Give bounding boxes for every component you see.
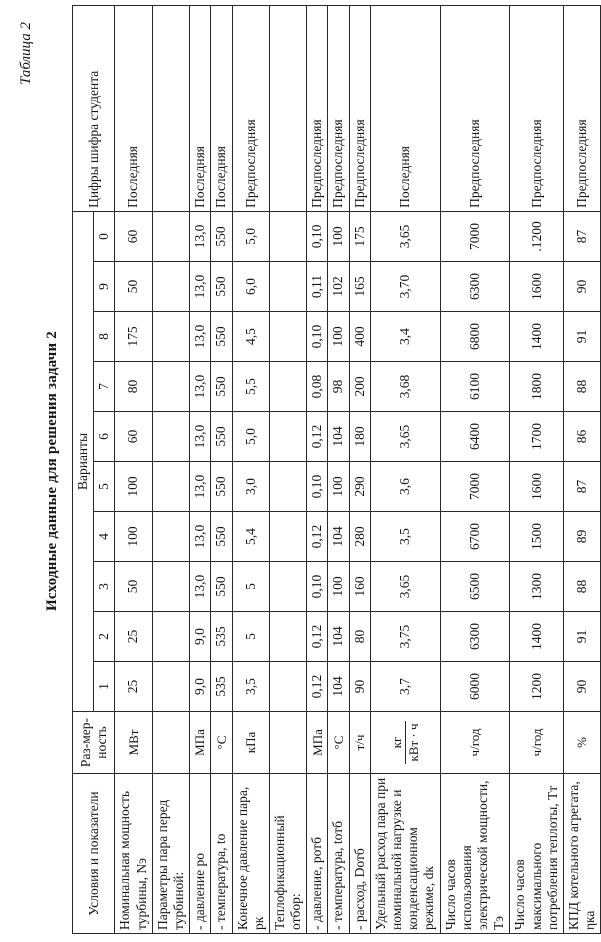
- row-value-variant: 13,0: [190, 312, 211, 362]
- row-value-variant: 6300: [440, 262, 510, 312]
- row-value-variant: 550: [211, 412, 232, 462]
- table-row: [115, 5, 152, 933]
- row-value-variant: 3,65: [370, 562, 440, 612]
- row-value-variant: 3,65: [370, 412, 440, 462]
- row-value-variant: 100: [115, 462, 152, 512]
- row-condition-label: Параметры пара перед турбиной:: [152, 774, 189, 934]
- table-row: [440, 5, 510, 933]
- row-value-variant: 100: [328, 211, 349, 261]
- row-value-variant: 0,10: [307, 211, 328, 261]
- variant-number-header: 8: [94, 312, 115, 362]
- row-value-variant: 5: [232, 612, 269, 662]
- header-variants: Варианты: [73, 211, 94, 711]
- row-value-variant: 86: [563, 412, 600, 462]
- row-value-variant: [269, 211, 306, 261]
- row-digit: Предпоследняя: [563, 5, 600, 211]
- row-value-variant: 175: [115, 312, 152, 362]
- row-value-variant: 180: [349, 412, 370, 462]
- row-value-variant: 1800: [510, 362, 564, 412]
- row-digit: [269, 5, 306, 211]
- table-row: [232, 5, 269, 933]
- row-value-variant: 175: [349, 211, 370, 261]
- row-unit: [370, 712, 440, 774]
- table-row: [269, 5, 306, 933]
- row-value-variant: 60: [115, 412, 152, 462]
- row-value-variant: 6500: [440, 562, 510, 612]
- row-value-variant: 9,0: [190, 662, 211, 712]
- row-value-variant: 3,75: [370, 612, 440, 662]
- row-value-variant: [152, 612, 189, 662]
- row-value-variant: 0,10: [307, 462, 328, 512]
- row-value-variant: .1200: [510, 211, 564, 261]
- variant-number-header: 4: [94, 512, 115, 562]
- row-value-variant: 13,0: [190, 412, 211, 462]
- row-value-variant: 25: [115, 612, 152, 662]
- unit-denominator: кВт · ч: [405, 723, 421, 762]
- row-value-variant: 6400: [440, 412, 510, 462]
- row-value-variant: [152, 312, 189, 362]
- row-value-variant: 13,0: [190, 211, 211, 261]
- row-value-variant: [269, 312, 306, 362]
- row-value-variant: 0,12: [307, 662, 328, 712]
- variant-number-header: 3: [94, 562, 115, 612]
- row-digit: Предпоследняя: [307, 5, 328, 211]
- variant-number-header: 6: [94, 412, 115, 462]
- row-value-variant: 102: [328, 262, 349, 312]
- row-digit: Последняя: [115, 5, 152, 211]
- row-value-variant: 550: [211, 262, 232, 312]
- row-value-variant: 535: [211, 612, 232, 662]
- row-unit: [152, 712, 189, 774]
- row-condition-label: КПД котельного агрегата, ηка: [563, 774, 600, 934]
- header-conditions: Условия и показатели: [73, 774, 115, 934]
- table-caption: Таблица 2: [18, 22, 34, 85]
- row-value-variant: 1600: [510, 262, 564, 312]
- row-value-variant: 90: [349, 662, 370, 712]
- table-row: [328, 5, 349, 933]
- row-value-variant: 5,0: [232, 211, 269, 261]
- row-digit: Последняя: [190, 5, 211, 211]
- row-digit: Предпоследняя: [440, 5, 510, 211]
- row-value-variant: [152, 562, 189, 612]
- row-value-variant: 0,11: [307, 262, 328, 312]
- table-body: [115, 5, 601, 933]
- table-row: [349, 5, 370, 933]
- row-unit: МПа: [307, 712, 328, 774]
- data-table: [72, 5, 601, 934]
- row-value-variant: 90: [563, 262, 600, 312]
- row-value-variant: 98: [328, 362, 349, 412]
- variant-number-header: 9: [94, 262, 115, 312]
- row-value-variant: 160: [349, 562, 370, 612]
- row-value-variant: 3,5: [370, 512, 440, 562]
- row-value-variant: 100: [328, 462, 349, 512]
- table-row: [190, 5, 211, 933]
- row-value-variant: 200: [349, 362, 370, 412]
- row-value-variant: 100: [115, 512, 152, 562]
- row-value-variant: 13,0: [190, 362, 211, 412]
- row-value-variant: 87: [563, 462, 600, 512]
- unit-numerator: кг: [389, 721, 406, 763]
- row-value-variant: 1300: [510, 562, 564, 612]
- row-digit: Предпоследняя: [349, 5, 370, 211]
- row-value-variant: 1500: [510, 512, 564, 562]
- row-value-variant: 3,0: [232, 462, 269, 512]
- row-value-variant: 1200: [510, 662, 564, 712]
- row-value-variant: 400: [349, 312, 370, 362]
- table-row: [563, 5, 600, 933]
- row-unit: ч/год: [440, 712, 510, 774]
- row-value-variant: 165: [349, 262, 370, 312]
- row-condition-label: - температура, tо: [211, 774, 232, 934]
- variant-number-header: 2: [94, 612, 115, 662]
- row-value-variant: 3,6: [370, 462, 440, 512]
- table-row: [307, 5, 328, 933]
- row-value-variant: 0,12: [307, 412, 328, 462]
- row-value-variant: 5: [232, 562, 269, 612]
- row-value-variant: [269, 262, 306, 312]
- row-condition-label: Число часов использования электрической мощности, Tэ: [440, 774, 510, 934]
- row-value-variant: 0,12: [307, 512, 328, 562]
- row-value-variant: 550: [211, 512, 232, 562]
- variant-number-header: 0: [94, 211, 115, 261]
- row-value-variant: 5,0: [232, 412, 269, 462]
- row-value-variant: 280: [349, 512, 370, 562]
- row-unit: кПа: [232, 712, 269, 774]
- row-value-variant: 6700: [440, 512, 510, 562]
- row-digit: Последняя: [211, 5, 232, 211]
- row-condition-label: - давление pо: [190, 774, 211, 934]
- row-value-variant: 88: [563, 362, 600, 412]
- row-value-variant: 550: [211, 562, 232, 612]
- row-value-variant: 1400: [510, 312, 564, 362]
- row-condition-label: Число часов максимального потребления теплоты, Tт: [510, 774, 564, 934]
- row-value-variant: 4,5: [232, 312, 269, 362]
- table-row: [152, 5, 189, 933]
- row-condition-label: - расход, Dотб: [349, 774, 370, 934]
- row-value-variant: 7000: [440, 211, 510, 261]
- row-value-variant: 1600: [510, 462, 564, 512]
- row-value-variant: 13,0: [190, 512, 211, 562]
- row-digit: Последняя: [370, 5, 440, 211]
- row-unit: т/ч: [349, 712, 370, 774]
- row-value-variant: 3,70: [370, 262, 440, 312]
- row-unit: ч/год: [510, 712, 564, 774]
- row-value-variant: 6,0: [232, 262, 269, 312]
- row-value-variant: 0,12: [307, 612, 328, 662]
- row-value-variant: 88: [563, 562, 600, 612]
- row-value-variant: 90: [563, 662, 600, 712]
- header-unit: Раз-мер-ность: [73, 712, 115, 774]
- row-value-variant: 6100: [440, 362, 510, 412]
- row-value-variant: 9,0: [190, 612, 211, 662]
- row-value-variant: 100: [328, 312, 349, 362]
- row-value-variant: 550: [211, 312, 232, 362]
- row-condition-label: Теплофикационный отбор:: [269, 774, 306, 934]
- row-value-variant: [269, 362, 306, 412]
- row-value-variant: [152, 462, 189, 512]
- row-value-variant: [152, 412, 189, 462]
- row-value-variant: 0,08: [307, 362, 328, 412]
- row-value-variant: [152, 662, 189, 712]
- variant-number-header: 7: [94, 362, 115, 412]
- row-value-variant: 535: [211, 662, 232, 712]
- row-value-variant: 0,10: [307, 312, 328, 362]
- row-value-variant: [152, 262, 189, 312]
- row-value-variant: 13,0: [190, 262, 211, 312]
- variant-number-header: 5: [94, 462, 115, 512]
- row-value-variant: 100: [328, 562, 349, 612]
- row-value-variant: 3,7: [370, 662, 440, 712]
- row-value-variant: 87: [563, 211, 600, 261]
- row-value-variant: 89: [563, 512, 600, 562]
- row-digit: Предпоследняя: [232, 5, 269, 211]
- row-digit: Предпоследняя: [328, 5, 349, 211]
- row-value-variant: 13,0: [190, 462, 211, 512]
- row-value-variant: 3,65: [370, 211, 440, 261]
- row-value-variant: [269, 562, 306, 612]
- row-value-variant: 3,5: [232, 662, 269, 712]
- row-value-variant: 6000: [440, 662, 510, 712]
- row-value-variant: [269, 612, 306, 662]
- row-value-variant: 290: [349, 462, 370, 512]
- unit-fraction: [389, 721, 421, 763]
- row-value-variant: [269, 462, 306, 512]
- row-value-variant: 104: [328, 662, 349, 712]
- row-condition-label: - давление, pотб: [307, 774, 328, 934]
- row-value-variant: 6300: [440, 612, 510, 662]
- row-value-variant: 550: [211, 462, 232, 512]
- row-value-variant: 5,4: [232, 512, 269, 562]
- row-value-variant: 25: [115, 662, 152, 712]
- row-condition-label: Номинальная мощность турбины, Nэ: [115, 774, 152, 934]
- row-value-variant: 80: [349, 612, 370, 662]
- row-condition-label: Удельный расход пара при номинальной нагрузке и конденсационном режиме, dк: [370, 774, 440, 934]
- row-value-variant: 550: [211, 362, 232, 412]
- table-row: [211, 5, 232, 933]
- row-value-variant: [152, 362, 189, 412]
- row-unit: °С: [211, 712, 232, 774]
- row-value-variant: 6800: [440, 312, 510, 362]
- row-value-variant: 13,0: [190, 562, 211, 612]
- header-digits: Цифры шифра студента: [73, 5, 115, 211]
- row-value-variant: 80: [115, 362, 152, 412]
- row-unit: °С: [328, 712, 349, 774]
- row-value-variant: [269, 662, 306, 712]
- row-value-variant: 91: [563, 312, 600, 362]
- row-value-variant: 0,10: [307, 562, 328, 612]
- row-value-variant: [269, 512, 306, 562]
- row-value-variant: 1400: [510, 612, 564, 662]
- row-value-variant: 91: [563, 612, 600, 662]
- table-row: [510, 5, 564, 933]
- row-condition-label: Конечное давление пара, pк: [232, 774, 269, 934]
- row-value-variant: 50: [115, 262, 152, 312]
- row-value-variant: 550: [211, 211, 232, 261]
- row-unit: МПа: [190, 712, 211, 774]
- row-unit: [269, 712, 306, 774]
- row-value-variant: 50: [115, 562, 152, 612]
- row-value-variant: [269, 412, 306, 462]
- row-value-variant: 60: [115, 211, 152, 261]
- row-value-variant: 104: [328, 412, 349, 462]
- row-value-variant: 104: [328, 612, 349, 662]
- row-value-variant: 3,68: [370, 362, 440, 412]
- row-value-variant: 1700: [510, 412, 564, 462]
- table-row: [370, 5, 440, 933]
- row-value-variant: 5,5: [232, 362, 269, 412]
- row-value-variant: 104: [328, 512, 349, 562]
- row-value-variant: [152, 211, 189, 261]
- row-digit: Предпоследняя: [510, 5, 564, 211]
- table-title: Исходные данные для решения задачи 2: [44, 331, 60, 611]
- row-unit: %: [563, 712, 600, 774]
- row-digit: [152, 5, 189, 211]
- row-value-variant: 7000: [440, 462, 510, 512]
- row-condition-label: - температура, tотб: [328, 774, 349, 934]
- header-row: [73, 5, 94, 933]
- row-value-variant: [152, 512, 189, 562]
- row-value-variant: 3,4: [370, 312, 440, 362]
- variant-number-header: 1: [94, 662, 115, 712]
- row-unit: МВт: [115, 712, 152, 774]
